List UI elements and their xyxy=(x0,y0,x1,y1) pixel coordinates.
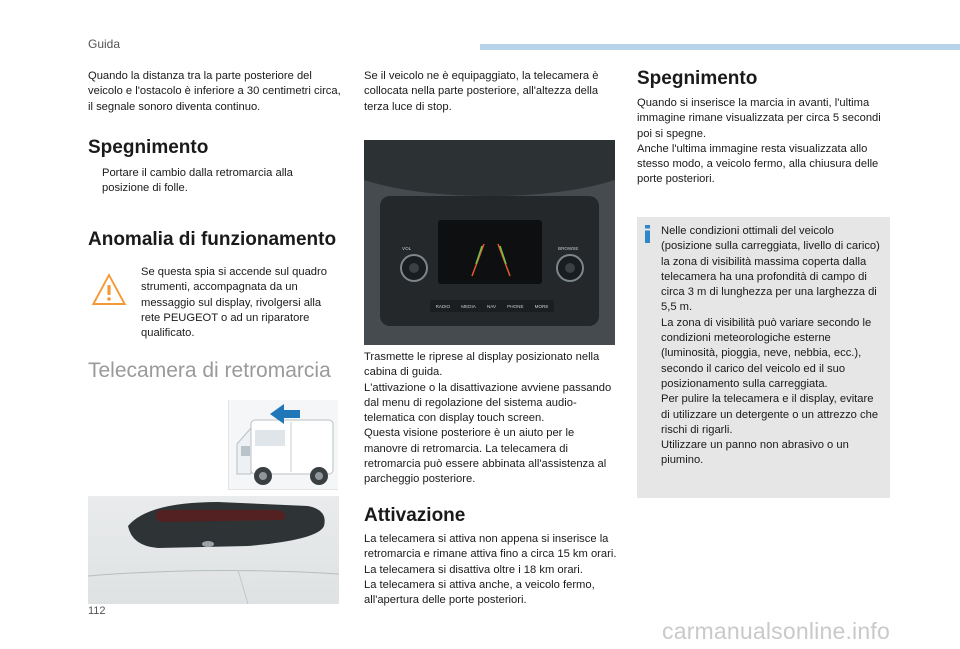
hardkey-radio: RADIO xyxy=(435,303,451,309)
chapter-title: Telecamera di retromarcia xyxy=(88,359,331,382)
col1-intro-paragraph: Quando la distanza tra la parte posteriore del veicolo e l'ostacolo è inferiore a 30 centimetri circa, il segnale sonoro diventa continuo. xyxy=(88,70,341,113)
warning-triangle-icon xyxy=(88,268,130,310)
attivazione-heading: Attivazione xyxy=(364,505,466,526)
col2-intro-paragraph: Se il veicolo ne è equipaggiato, la telecamera è collocata nella parte posteriore, all'altezza della terza luce di stop. xyxy=(364,70,599,113)
infotainment-display-photo xyxy=(364,140,615,345)
attivazione-paragraph: La telecamera si attiva non appena si inserisce la retromarcia e rimane attiva fino a circa 15 km orari. La telecamera si disattiva oltre i 18 km orari. La telecamera si attiva anche, a veicolo fermo, all'apertura delle porte posteriori. xyxy=(364,533,617,607)
dashboard-display-drawing xyxy=(364,140,615,345)
anomalia-heading: Anomalia di funzionamento xyxy=(88,229,337,250)
camera-closeup-photo xyxy=(88,496,339,604)
third-brake-light-drawing xyxy=(88,496,339,604)
col3-spegnimento-paragraph: Quando si inserisce la marcia in avanti, l'ultima immagine rimane visualizzata per circa 5 secondi poi si spegne. Anche l'ultima immagine resta visualizzata allo stesso modo, a veicolo fermo, alla chiusura delle porte posteriori. xyxy=(637,97,881,186)
hardkey-nav: NAV xyxy=(486,303,497,309)
info-box-paragraph: Nelle condizioni ottimali del veicolo (posizione sulla carreggiata, livello di carico) la zona di visibilità massima coperta dalla telecamera ha una profondità di campo di circa 3 m di lunghezza per una larghezza di 5,5 m. La zona di visibilità può variare secondo le condizioni meteorologiche esterne (luminosità, pioggia, neve, nebbia, ecc.), secondo il carico del veicolo ed il suo posizionamento sulla carreggiata. Per pulire la telecamera e il display, evitare di utilizzare un detergente o un attrezzo che rischi di rigarli. Utilizzare un panno non abrasivo o un piumino. xyxy=(661,225,880,467)
knob-right-label: BROWSE xyxy=(558,246,579,251)
spegnimento-heading: Spegnimento xyxy=(88,137,209,158)
col2-description-paragraph: Trasmette le riprese al display posizionato nella cabina di guida. L'attivazione o la disattivazione avviene passando dal menu di regolazione del sistema audio-telematica con display touch screen. Questa visione posteriore è un aiuto per le manovre di retromarcia. La telecamera di retromarcia può essere abbinata all'assistenza al parcheggio posteriore. xyxy=(364,351,612,486)
info-i-icon xyxy=(645,225,650,243)
spegnimento-bullet-row xyxy=(88,166,328,197)
knob-left-label: VOL xyxy=(402,246,412,251)
hardkey-more: MORE xyxy=(534,303,549,309)
hardkey-phone: PHONE xyxy=(507,303,524,309)
arrow-left-icon xyxy=(268,402,302,426)
spegnimento-bullet-text: Portare il cambio dalla retromarcia alla posizione di folle. xyxy=(102,167,293,195)
header-accent-bar xyxy=(480,44,960,50)
running-header: Guida xyxy=(88,37,121,51)
watermark-text: carmanualsonline.info xyxy=(662,618,890,644)
col3-spegnimento-heading: Spegnimento xyxy=(637,68,758,89)
page-number: 112 xyxy=(88,605,106,617)
hardkey-media: MEDIA xyxy=(461,303,476,309)
display-hardkey-row xyxy=(430,300,554,312)
bullet-glyph-icon xyxy=(88,166,102,197)
anomalia-paragraph: Se questa spia si accende sul quadro strumenti, accompagnata da un messaggio sul display, rivolgersi alla rete PEUGEOT o ad un riparatore qualificato. xyxy=(141,266,327,340)
